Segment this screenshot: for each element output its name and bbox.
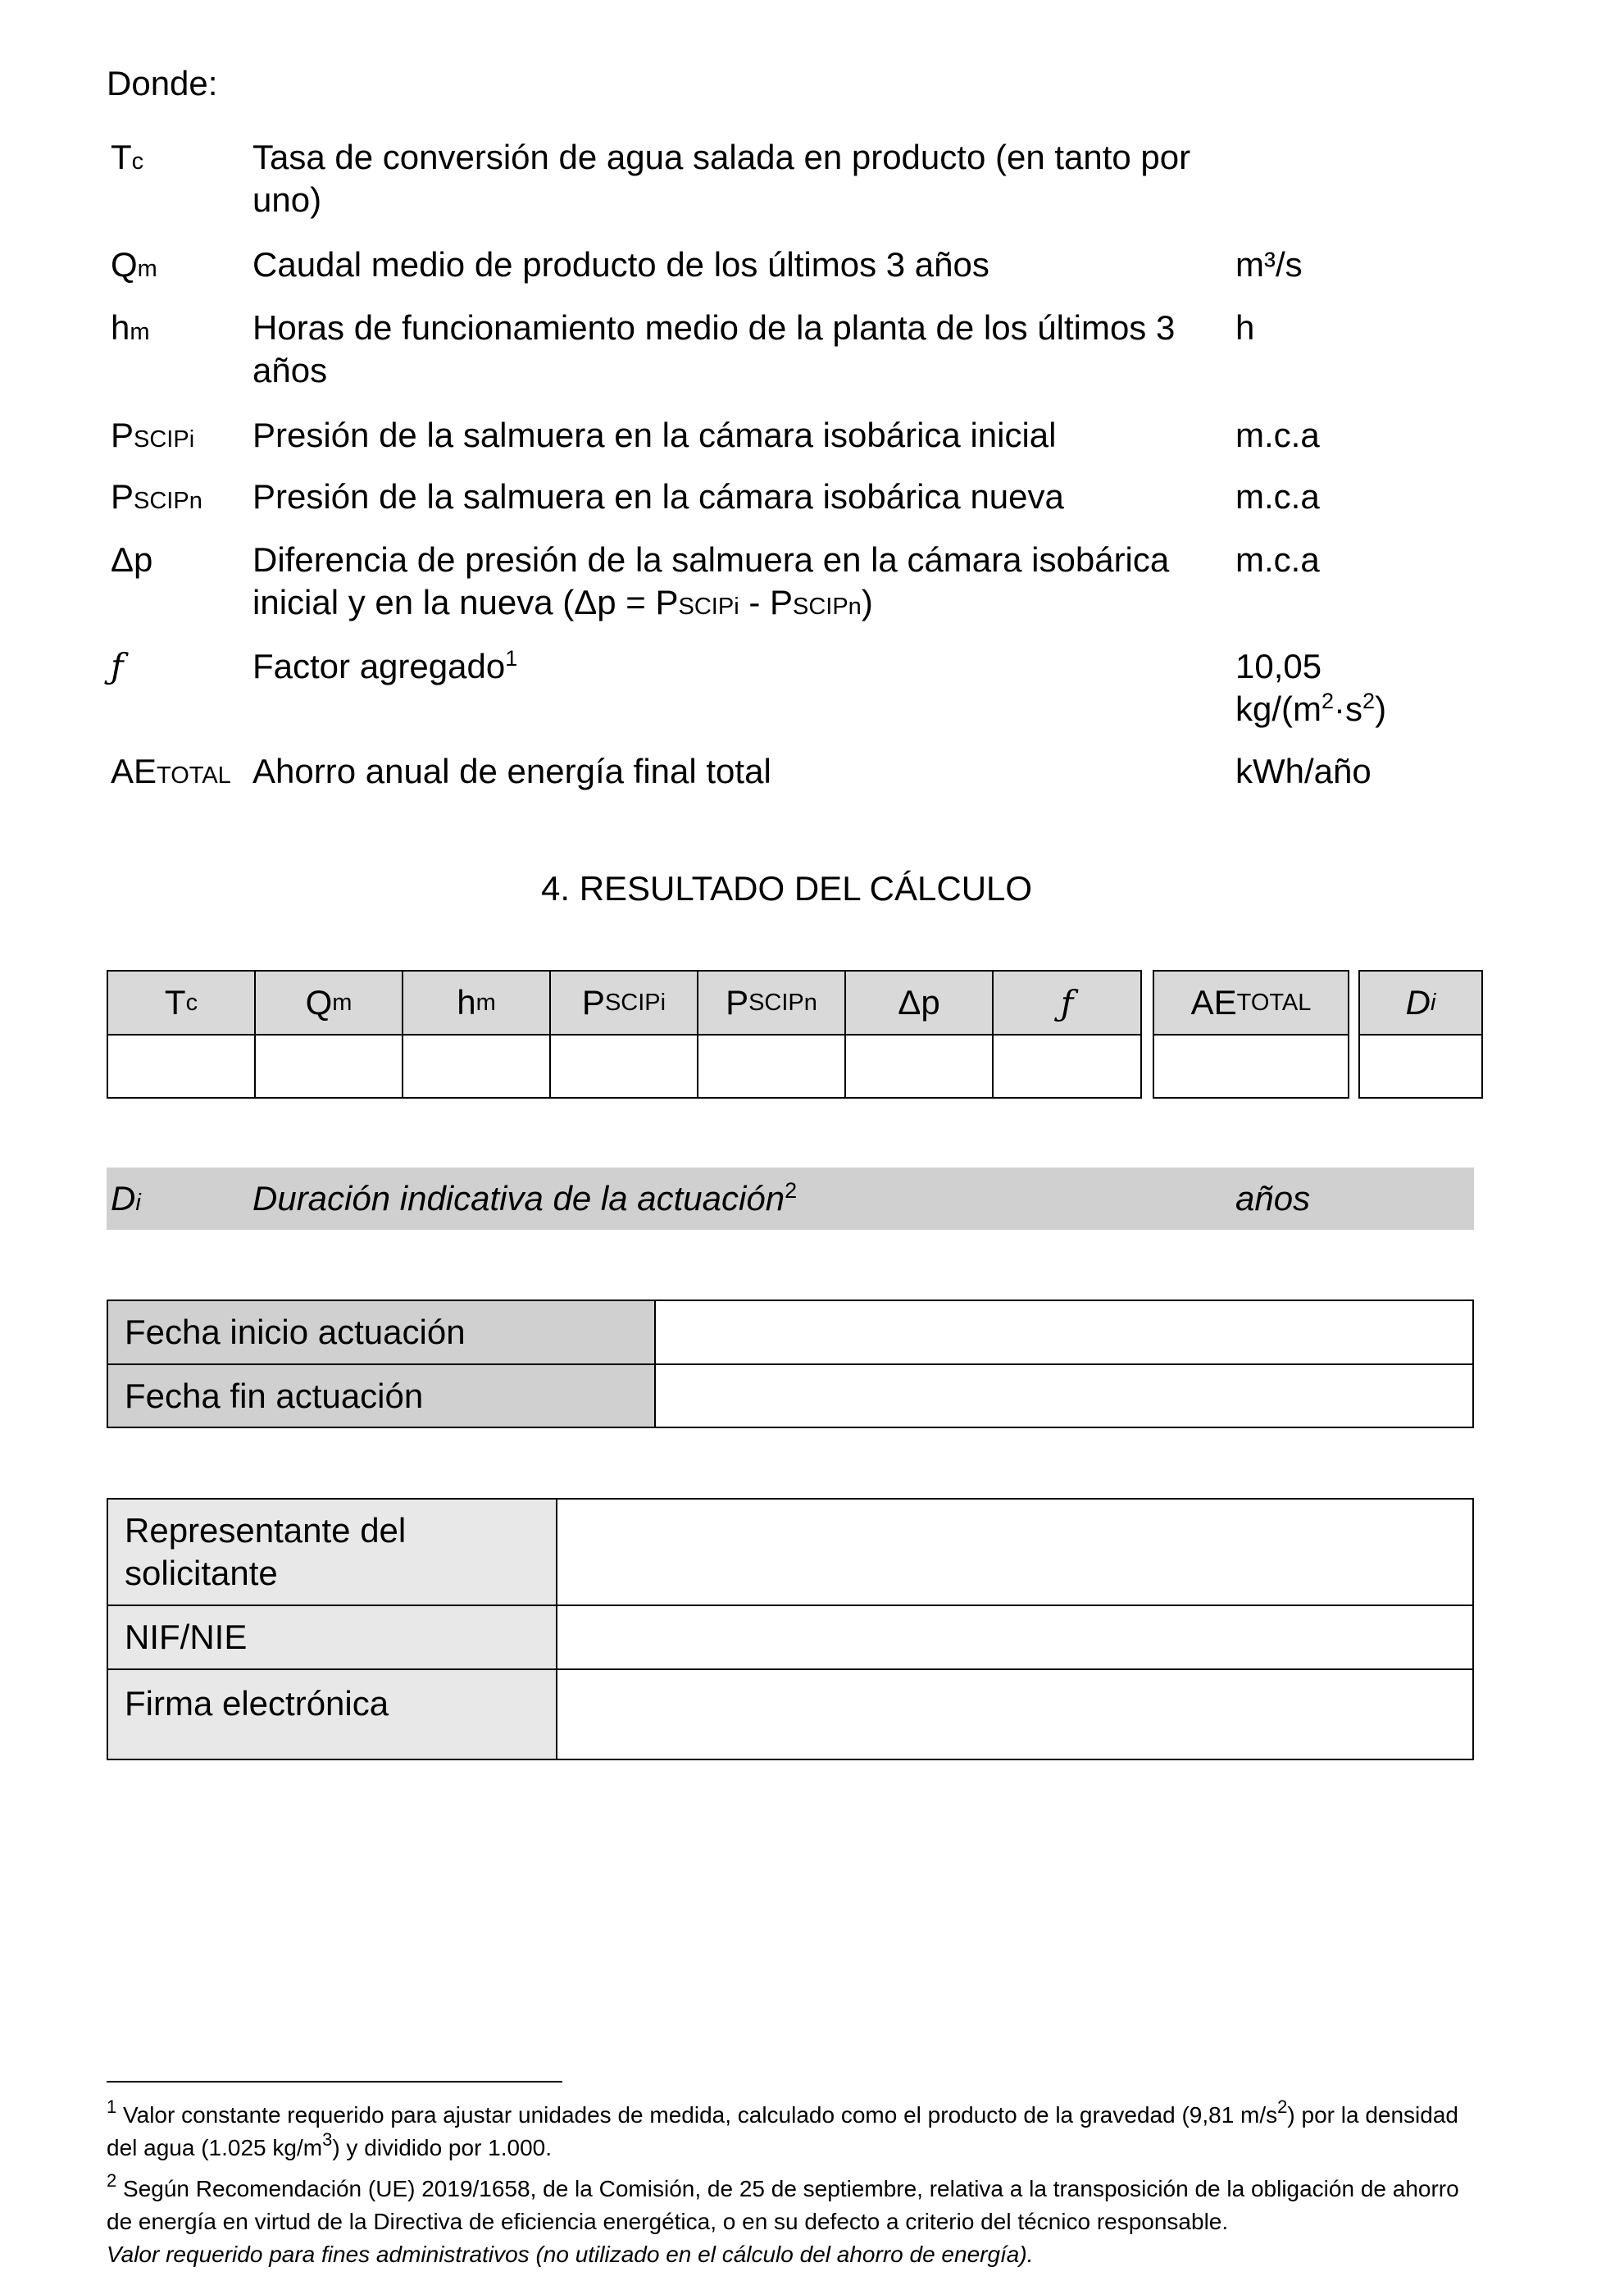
section-title: 4. RESULTADO DEL CÁLCULO xyxy=(541,869,1033,908)
var-description: Factor agregado$^1$ xyxy=(252,646,518,685)
representative-input[interactable] xyxy=(556,1498,1474,1606)
results-header-aetotal: AE TOTAL xyxy=(1153,970,1349,1036)
var-symbol: hm xyxy=(111,308,150,347)
results-value-tc[interactable] xyxy=(107,1034,256,1099)
footnote-separator xyxy=(107,2081,562,2083)
duration-symbol: Di xyxy=(111,1179,141,1218)
results-value-aetotal[interactable] xyxy=(1153,1034,1349,1099)
date-start-label: Fecha inicio actuación xyxy=(107,1300,656,1365)
var-symbol: PSCIPi xyxy=(111,416,195,454)
duration-description: Duración indicativa de la actuación$^2$ xyxy=(252,1178,798,1218)
var-unit: m.c.a xyxy=(1235,540,1320,579)
var-symbol: AETOTAL xyxy=(111,752,231,790)
donde-label: Donde: xyxy=(107,64,218,102)
footnote-2: $^2$ Según Recomendación (UE) 2019/1658, de la Comisión, de 25 de septiembre, relativa a la transposición de la obligación de ahorro de energía en virtud de la Directiva de eficiencia energética, o en su defecto a criterio del técnico responsable. Valor requerido para fines administrativos (no utilizado en el cálculo del ahorro de energía). xyxy=(107,2170,1459,2267)
results-header-dp: Δp xyxy=(844,970,994,1036)
signature-input[interactable] xyxy=(556,1668,1474,1760)
var-unit: 10,05 $kg/(m^2\cdot s^2)$ xyxy=(1235,647,1387,728)
nif-input[interactable] xyxy=(556,1605,1474,1670)
var-unit: m³/s xyxy=(1235,245,1303,284)
results-value-pscipn[interactable] xyxy=(697,1034,846,1099)
date-end-input[interactable] xyxy=(654,1363,1474,1428)
var-symbol: Δp xyxy=(111,540,153,579)
results-value-di[interactable] xyxy=(1358,1034,1483,1099)
results-header-tc: T c xyxy=(107,970,256,1036)
results-value-f[interactable] xyxy=(992,1034,1142,1099)
var-description: Caudal medio de producto de los últimos 3 años xyxy=(252,245,989,284)
representative-label: Representante del solicitante xyxy=(107,1498,557,1606)
var-description: Presión de la salmuera en la cámara isobárica inicial xyxy=(252,416,1057,454)
results-header-di: D i xyxy=(1358,970,1483,1036)
results-header-pscipi: P SCIPi xyxy=(549,970,698,1036)
date-end-label: Fecha fin actuación xyxy=(107,1363,656,1428)
var-symbol: Tc xyxy=(111,138,144,176)
results-header-hm: h m xyxy=(402,970,551,1036)
var-description: Tasa de conversión de agua salada en producto (en tanto por uno) xyxy=(252,138,1191,219)
date-start-input[interactable] xyxy=(654,1300,1474,1365)
results-value-hm[interactable] xyxy=(402,1034,551,1099)
var-unit: m.c.a xyxy=(1235,416,1320,454)
duration-unit: años xyxy=(1235,1179,1311,1218)
results-header-f: ƒ xyxy=(992,970,1142,1036)
nif-label: NIF/NIE xyxy=(107,1605,557,1670)
duration-band xyxy=(107,1168,1474,1230)
results-value-qm[interactable] xyxy=(254,1034,403,1099)
var-unit: kWh/año xyxy=(1235,752,1372,790)
results-value-pscipi[interactable] xyxy=(549,1034,698,1099)
results-header-pscipn: P SCIPn xyxy=(697,970,846,1036)
signature-label: Firma electrónica xyxy=(107,1668,557,1760)
results-value-dp[interactable] xyxy=(844,1034,994,1099)
var-unit: h xyxy=(1235,308,1255,347)
var-symbol: PSCIPn xyxy=(111,477,202,516)
var-unit: m.c.a xyxy=(1235,477,1320,516)
var-symbol: ƒ xyxy=(111,646,124,686)
var-description: Horas de funcionamiento medio de la planta de los últimos 3 años xyxy=(252,308,1176,389)
var-description: Presión de la salmuera en la cámara isobárica nueva xyxy=(252,477,1064,516)
var-description: Ahorro anual de energía final total xyxy=(252,752,771,790)
var-symbol: Qm xyxy=(111,245,157,284)
var-description: Diferencia de presión de la salmuera en la cámara isobárica inicial y en la nueva (Δp = PSCIPi - PSCIPn) xyxy=(252,540,1170,621)
results-header-qm: Q m xyxy=(254,970,403,1036)
footnote-1: $^1$ Valor constante requerido para ajustar unidades de medida, calculado como el producto de la gravedad (9,81 $m/s^2$) por la densidad del agua (1.025 $kg/m^3$) y dividido por 1.000. xyxy=(107,2096,1458,2160)
